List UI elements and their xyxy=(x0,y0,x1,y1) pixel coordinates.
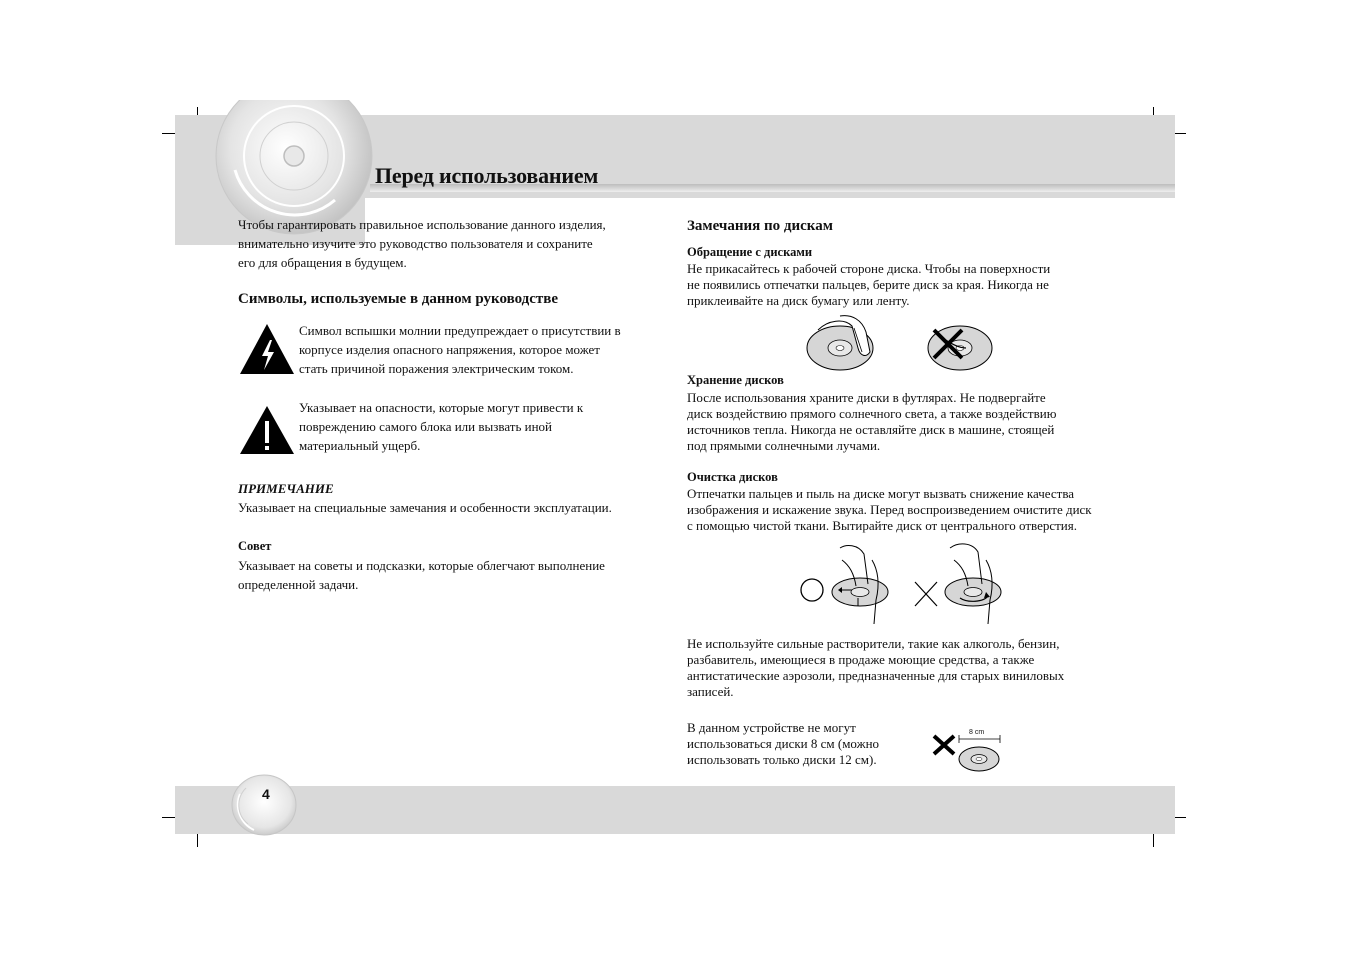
note-text: Указывает на специальные замечания и особенности эксплуатации. xyxy=(238,500,612,515)
page-number: 4 xyxy=(262,786,270,802)
intro-line: его для обращения в будущем. xyxy=(238,255,407,270)
lightning-warning-icon xyxy=(238,322,296,376)
intro-line: Чтобы гарантировать правильное использование данного изделия, xyxy=(238,217,606,232)
tip-text: Указывает на советы и подсказки, которые облегчают выполнение определенной задачи. xyxy=(238,558,605,592)
disc-cleaning-illustration xyxy=(798,540,1013,632)
intro-line: внимательно изучите это руководство пользователя и сохраните xyxy=(238,236,593,251)
tip-heading: Совет xyxy=(238,539,272,553)
handling-heading: Обращение с дисками xyxy=(687,245,813,259)
footer-band xyxy=(175,786,1175,834)
storage-heading: Хранение дисков xyxy=(687,373,784,387)
lightning-description: Символ вспышки молнии предупреждает о присутствии в корпусе изделия опасного напряжения, которое может стать причиной поражения электрическим током. xyxy=(299,323,621,376)
symbols-heading: Символы, используемые в данном руководстве xyxy=(238,291,559,307)
disc-size-illustration xyxy=(930,728,1005,774)
exclamation-warning-icon xyxy=(238,404,296,456)
disc-handling-illustration xyxy=(800,312,1000,374)
intro-paragraph xyxy=(238,215,668,272)
exclamation-description: Указывает на опасности, которые могут привести к повреждению самого блока или вызвать иной материальный ущерб. xyxy=(299,400,584,453)
disc-size-label: 8 cm xyxy=(969,729,985,736)
handling-text: Не прикасайтесь к рабочей стороне диска. Чтобы на поверхности не появились отпечатки пальцев, берите диск за края. Никогда не приклеивайте на диск бумагу или ленту. xyxy=(687,261,1051,308)
storage-text: После использования храните диски в футлярах. Не подвергайте диск воздействию прямого солнечного света, а также воздействию источников тепла. Никогда не оставляйте диск в машине, стоящей под прямыми солнечными лучами. xyxy=(687,390,1057,453)
disc-size-text: В данном устройстве не могут использоваться диски 8 см (можно использовать только диски 12 см). xyxy=(687,720,880,767)
cleaning-heading: Очистка дисков xyxy=(687,470,778,484)
disc-notes-heading: Замечания по дискам xyxy=(687,218,833,234)
footer-disc-graphic xyxy=(230,774,298,836)
cleaning-text: Отпечатки пальцев и пыль на диске могут вызвать снижение качества изображения и искажение звука. Перед воспроизведением очистите диск с помощью чистой ткани. Вытирайте диск от центрального отверстия. xyxy=(687,486,1092,533)
page-title: Перед использованием xyxy=(375,163,599,188)
note-heading: ПРИМЕЧАНИЕ xyxy=(238,481,334,496)
solvent-text: Не используйте сильные растворители, такие как алкоголь, бензин, разбавитель, имеющиеся в продаже моющие средства, а также антистатические аэрозоли, предназначенные для старых виниловых записей. xyxy=(687,636,1065,699)
